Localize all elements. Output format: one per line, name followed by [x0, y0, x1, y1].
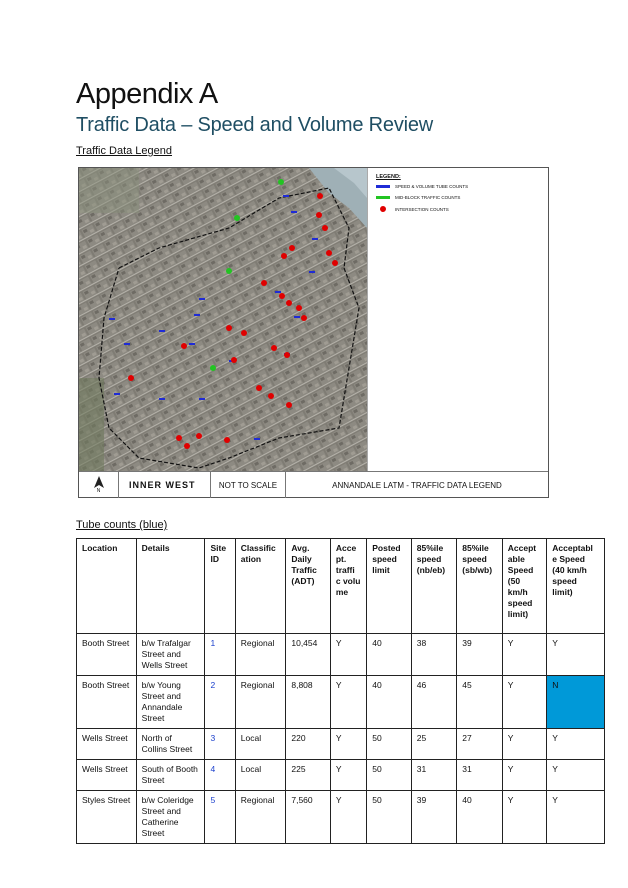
table-cell: b/w Trafalgar Street and Wells Street [136, 634, 205, 676]
north-arrow [79, 472, 119, 498]
column-header: Acce pt. traffi c volu me [330, 539, 366, 634]
column-header: Accept able Speed (50 km/h speed limit) [502, 539, 547, 634]
table-cell: 7,560 [286, 791, 331, 844]
page-title: Appendix A [76, 78, 218, 110]
column-header: Avg. Daily Traffic (ADT) [286, 539, 331, 634]
aerial-map-image [79, 168, 367, 471]
table-cell: Local [235, 760, 286, 791]
scale-note: NOT TO SCALE [211, 472, 286, 498]
table-cell: Y [547, 634, 605, 676]
table-cell: 50 [367, 791, 412, 844]
column-header: Site ID [205, 539, 235, 634]
legend-section-heading: Traffic Data Legend [76, 145, 173, 157]
table-cell: Booth Street [77, 634, 137, 676]
table-cell: Y [330, 729, 366, 760]
table-cell: 40 [457, 791, 503, 844]
table-cell: Styles Street [77, 791, 137, 844]
aerial-map [79, 168, 367, 471]
table-cell: South of Booth Street [136, 760, 205, 791]
site-id-cell: 3 [205, 729, 235, 760]
table-cell: Y [330, 760, 366, 791]
table-cell: Y [547, 760, 605, 791]
table-cell: Wells Street [77, 729, 137, 760]
column-header: Posted speed limit [367, 539, 412, 634]
table-cell: Y [502, 634, 547, 676]
table-cell: 27 [457, 729, 503, 760]
traffic-map-figure [78, 167, 549, 498]
map-legend [367, 168, 550, 471]
drawing-title-block [79, 471, 548, 498]
table-cell: 220 [286, 729, 331, 760]
table-cell: 45 [457, 676, 503, 729]
table-cell: 46 [411, 676, 457, 729]
table-cell: Y [330, 791, 366, 844]
drawing-title: ANNANDALE LATM - TRAFFIC DATA LEGEND [332, 480, 502, 490]
north-arrow-icon [94, 476, 104, 488]
legend-item-label: MID-BLOCK TRAFFIC COUNTS [395, 195, 461, 200]
site-id-cell: 4 [205, 760, 235, 791]
column-header: 85%ile speed (nb/eb) [411, 539, 457, 634]
legend-item-mid-block-counts [376, 195, 460, 200]
table-cell: 50 [367, 760, 412, 791]
table-cell: Regional [235, 634, 286, 676]
legend-item-label: SPEED & VOLUME TUBE COUNTS [395, 184, 469, 189]
table-cell: 39 [411, 791, 457, 844]
table-cell: Y [547, 729, 605, 760]
table-row [77, 634, 605, 676]
blue-line-swatch-icon [376, 185, 390, 188]
table-cell: Y [502, 676, 547, 729]
site-id-cell: 1 [205, 634, 235, 676]
table-cell: Regional [235, 676, 286, 729]
tube-counts-heading: Tube counts (blue) [76, 519, 168, 531]
column-header: Classific ation [235, 539, 286, 634]
table-cell: 10,454 [286, 634, 331, 676]
table-cell: 39 [457, 634, 503, 676]
column-header: 85%ile speed (sb/wb) [457, 539, 503, 634]
table-cell: Local [235, 729, 286, 760]
table-cell: 225 [286, 760, 331, 791]
table-cell: 50 [367, 729, 412, 760]
table-cell: Y [502, 791, 547, 844]
table-cell: b/w Coleridge Street and Catherine Street [136, 791, 205, 844]
table-cell: Regional [235, 791, 286, 844]
legend-item-tube-counts [376, 184, 468, 189]
table-cell: North of Collins Street [136, 729, 205, 760]
table-cell: 40 [367, 634, 412, 676]
table-row [77, 760, 605, 791]
table-cell: 31 [457, 760, 503, 791]
map-legend-title: LEGEND: [376, 174, 401, 180]
table-row [77, 791, 605, 844]
highlighted-cell: N [547, 676, 605, 729]
legend-item-label: INTERSECTION COUNTS [395, 206, 449, 212]
green-line-swatch-icon [376, 196, 390, 199]
table-cell: 31 [411, 760, 457, 791]
table-cell: Booth Street [77, 676, 137, 729]
north-label: N [96, 488, 101, 494]
table-cell: 40 [367, 676, 412, 729]
column-header: Location [77, 539, 137, 634]
red-dot-swatch-icon [380, 206, 386, 212]
table-cell: 25 [411, 729, 457, 760]
table-cell: Y [547, 791, 605, 844]
table-cell: b/w Young Street and Annandale Street [136, 676, 205, 729]
table-header-row [77, 539, 605, 634]
column-header: Details [136, 539, 205, 634]
table-cell: Y [330, 676, 366, 729]
table-cell: 8,808 [286, 676, 331, 729]
table-cell: Wells Street [77, 760, 137, 791]
table-cell: Y [502, 760, 547, 791]
table-cell: Y [502, 729, 547, 760]
table-row [77, 729, 605, 760]
page-subtitle: Traffic Data – Speed and Volume Review [76, 114, 434, 136]
table-row [77, 676, 605, 729]
table-cell: Y [330, 634, 366, 676]
inner-west-logo: INNER WEST [119, 472, 211, 498]
tube-counts-table [76, 538, 605, 844]
legend-item-intersection-counts [376, 206, 449, 212]
site-id-cell: 2 [205, 676, 235, 729]
site-id-cell: 5 [205, 791, 235, 844]
column-header: Acceptabl e Speed (40 km/h speed limit) [547, 539, 605, 634]
table-cell: 38 [411, 634, 457, 676]
